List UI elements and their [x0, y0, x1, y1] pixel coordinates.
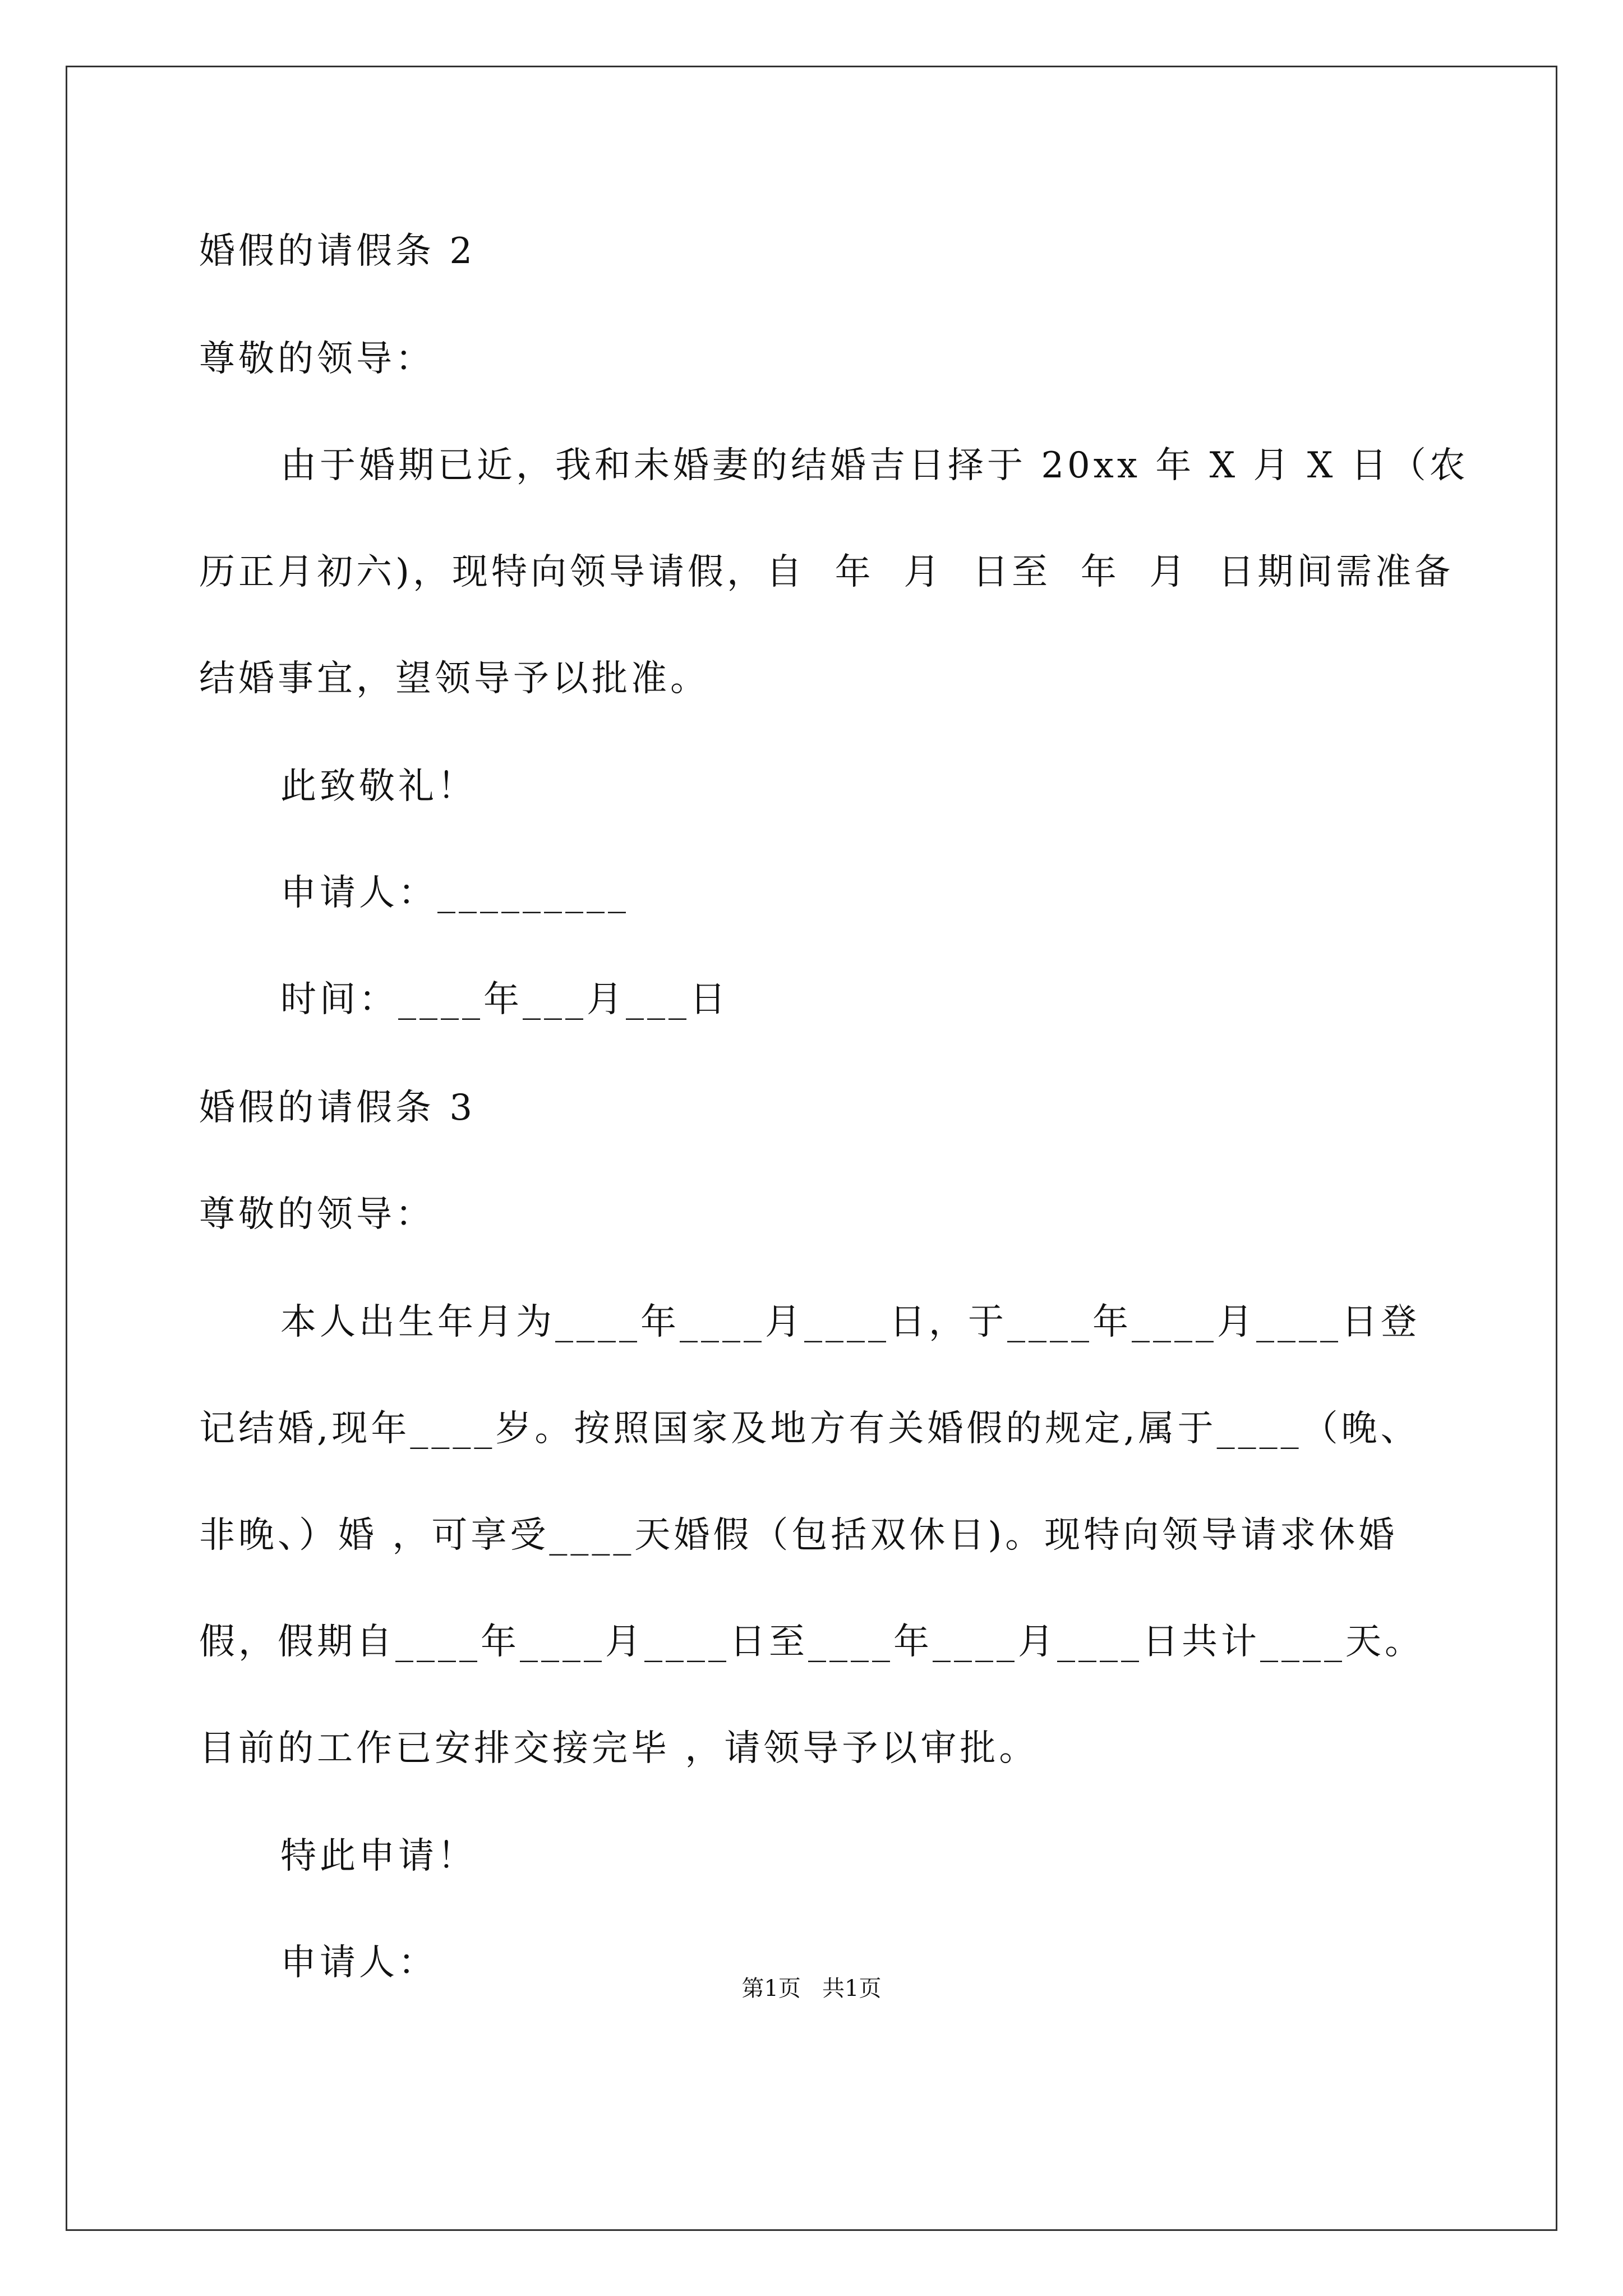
page-footer: 第1页 共1页	[741, 1976, 882, 2001]
section2-body-line1: 由于婚期已近，我和未婚妻的结婚吉日择于 20xx 年 X 月 X 日（农	[280, 445, 1469, 486]
section3-salutation: 尊敬的领导：	[199, 1194, 435, 1235]
section2-closing: 此致敬礼！	[280, 766, 477, 807]
section3-applicant: 申请人：	[280, 1942, 437, 1984]
section3-heading: 婚假的请假条 3	[199, 1087, 476, 1129]
section2-salutation: 尊敬的领导：	[199, 338, 435, 380]
section2-heading: 婚假的请假条 2	[199, 231, 476, 272]
section3-body-line3: 非晚、）婚 ，可享受____天婚假（包括双休日)。现特向领导请求休婚	[199, 1515, 1398, 1556]
section3-body-line2: 记结婚,现年____岁。按照国家及地方有关婚假的规定,属于____（晚、	[199, 1408, 1420, 1450]
section3-body-line5: 目前的工作已安排交接完毕 ，请领导予以审批。	[199, 1728, 1039, 1769]
section3-body-line4: 假，假期自____年____月____日至____年____月____日共计____天。	[199, 1621, 1424, 1663]
section3-closing: 特此申请！	[280, 1835, 477, 1877]
page-border	[66, 66, 1557, 2231]
section2-body-line3: 结婚事宜，望领导予以批准。	[199, 658, 709, 700]
section2-body-line2: 历正月初六)，现特向领导请假，自 年 月 日至 年 月 日期间需准备	[199, 551, 1454, 593]
section2-applicant: 申请人：_________	[280, 872, 629, 914]
section2-date: 时间：____年___月___日	[280, 979, 729, 1020]
section3-body-line1: 本人出生年月为____年____月____日，于____年____月____日登	[280, 1301, 1420, 1343]
